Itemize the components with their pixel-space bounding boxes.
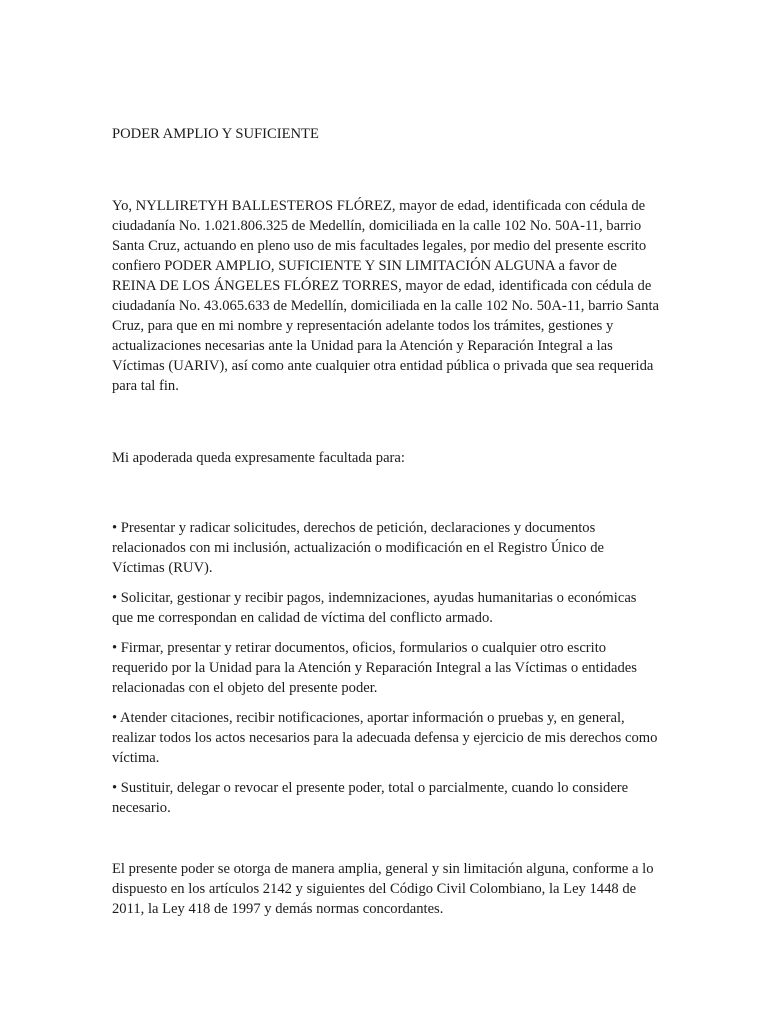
powers-list-item: • Atender citaciones, recibir notificaciones, aportar información o pruebas y, en general, realizar todos los actos necesarios para la adecuada defensa y ejercicio de mis derechos como víctima.: [112, 710, 658, 766]
powers-list-item: • Sustituir, delegar o revocar el presente poder, total o parcialmente, cuando lo considere necesario.: [112, 780, 629, 816]
powers-list: [112, 518, 660, 818]
document-title: PODER AMPLIO Y SUFICIENTE: [112, 126, 319, 142]
powers-list-item: • Firmar, presentar y retirar documentos, oficios, formularios o cualquier otro escrito requerido por la Unidad para la Atención y Reparación Integral a las Víctimas o entidades relacionadas con el objeto del presente poder.: [112, 640, 637, 696]
powers-list-item: • Presentar y radicar solicitudes, derechos de petición, declaraciones y documentos relacionados con mi inclusión, actualización o modificación en el Registro Único de Víctimas (RUV).: [112, 520, 604, 576]
intro-paragraph: Yo, NYLLIRETYH BALLESTEROS FLÓREZ, mayor de edad, identificada con cédula de ciudadanía No. 1.021.806.325 de Medellín, domiciliada en la calle 102 No. 50A-11, barrio Santa Cruz, actuando en pleno uso de mis facultades legales, por medio del presente escrito confiero PODER AMPLIO, SUFICIENTE Y SIN LIMITACIÓN ALGUNA a favor de REINA DE LOS ÁNGELES FLÓREZ TORRES, mayor de edad, identificada con cédula de ciudadanía No. 43.065.633 de Medellín, domiciliada en la calle 102 No. 50A-11, barrio Santa Cruz, para que en mi nombre y representación adelante todos los trámites, gestiones y actualizaciones necesarias ante la Unidad para la Atención y Reparación Integral a las Víctimas (UARIV), así como ante cualquier otra entidad pública o privada que sea requerida para tal fin.: [112, 198, 659, 394]
powers-list-item: • Solicitar, gestionar y recibir pagos, indemnizaciones, ayudas humanitarias o económicas que me correspondan en calidad de víctima del conflicto armado.: [112, 590, 637, 626]
closing-paragraph: El presente poder se otorga de manera amplia, general y sin limitación alguna, conforme a lo dispuesto en los artículos 2142 y siguientes del Código Civil Colombiano, la Ley 1448 de 2011, la Ley 418 de 1997 y demás normas concordantes.: [112, 861, 654, 917]
powers-lead-paragraph: Mi apoderada queda expresamente facultada para:: [112, 450, 405, 466]
